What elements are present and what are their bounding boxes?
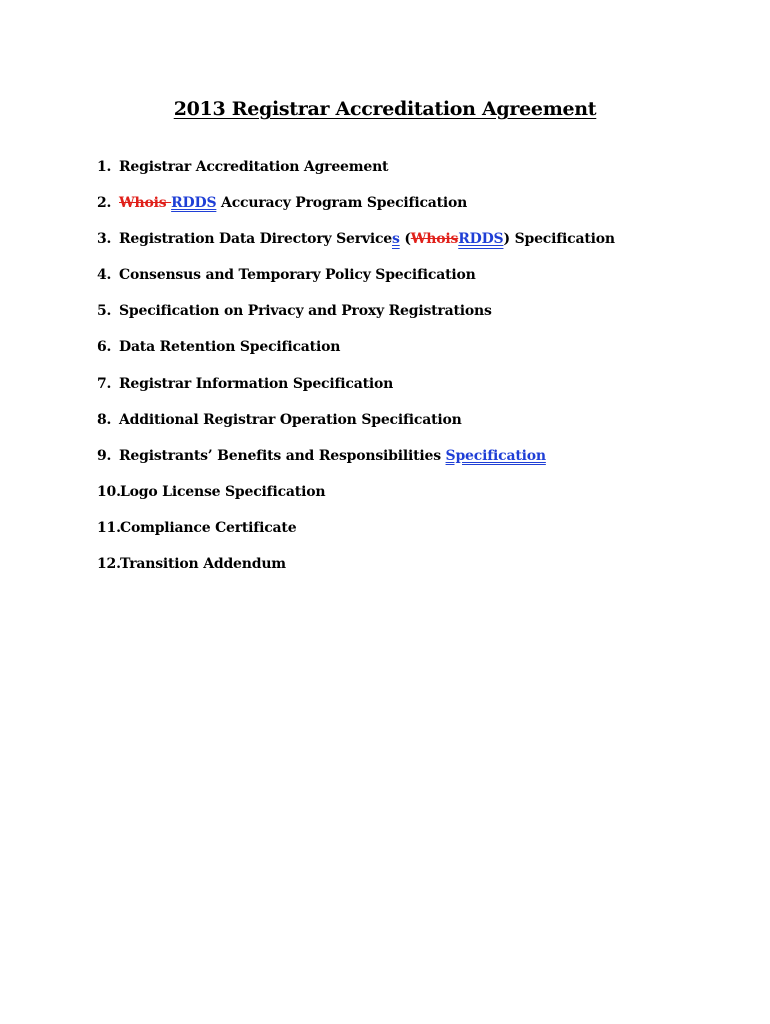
item-number: 5. [97,303,112,320]
item-text: Registrar Information Specification [119,375,394,392]
list-item [97,192,737,228]
item-number: 1. [97,159,112,175]
list-item [97,336,737,372]
deleted-text: Whois [119,195,172,212]
item-number: 11. [97,519,121,536]
list-item [97,481,737,517]
item-text: Additional Registrar Operation Specification [119,411,462,428]
item-text: Logo License Specification [120,483,326,500]
contents-list [97,156,737,589]
item-number: 6. [97,339,112,356]
item-text: Registrants’ Benefits and Responsibilities [119,447,446,464]
item-text: Consensus and Temporary Policy Specification [119,267,476,284]
item-text: Transition Addendum [120,556,286,573]
item-text: Registrar Accreditation Agreement [119,159,389,175]
item-text: ) Specification [503,231,615,248]
item-text: Compliance Certificate [120,519,297,536]
item-number: 12. [97,556,121,573]
item-number: 7. [97,375,112,392]
deleted-text: Whois [410,231,459,248]
list-item [97,156,737,192]
document-title: 2013 Registrar Accreditation Agreement [173,98,597,120]
item-number: 9. [97,447,112,464]
item-number: 4. [97,267,112,284]
list-item [97,228,737,264]
list-item [97,553,737,589]
item-number: 10. [97,483,121,500]
inserted-text: RDDS [171,195,217,212]
item-text: Accuracy Program Specification [216,195,468,212]
inserted-text: Specification [445,447,546,464]
item-text-paren: ( [399,231,411,248]
list-item [97,300,737,336]
list-item [97,517,737,553]
list-item [97,373,737,409]
inserted-text: RDDS [458,231,504,248]
item-text: Specification on Privacy and Proxy Registrations [119,303,492,320]
list-item [97,445,737,481]
item-number: 2. [97,195,112,212]
list-item [97,409,737,445]
item-text: Registration Data Directory Service [119,231,392,248]
list-item [97,264,737,300]
item-number: 8. [97,411,112,428]
item-text: Data Retention Specification [119,339,341,356]
inserted-text: s [391,231,400,248]
item-number: 3. [97,231,112,248]
